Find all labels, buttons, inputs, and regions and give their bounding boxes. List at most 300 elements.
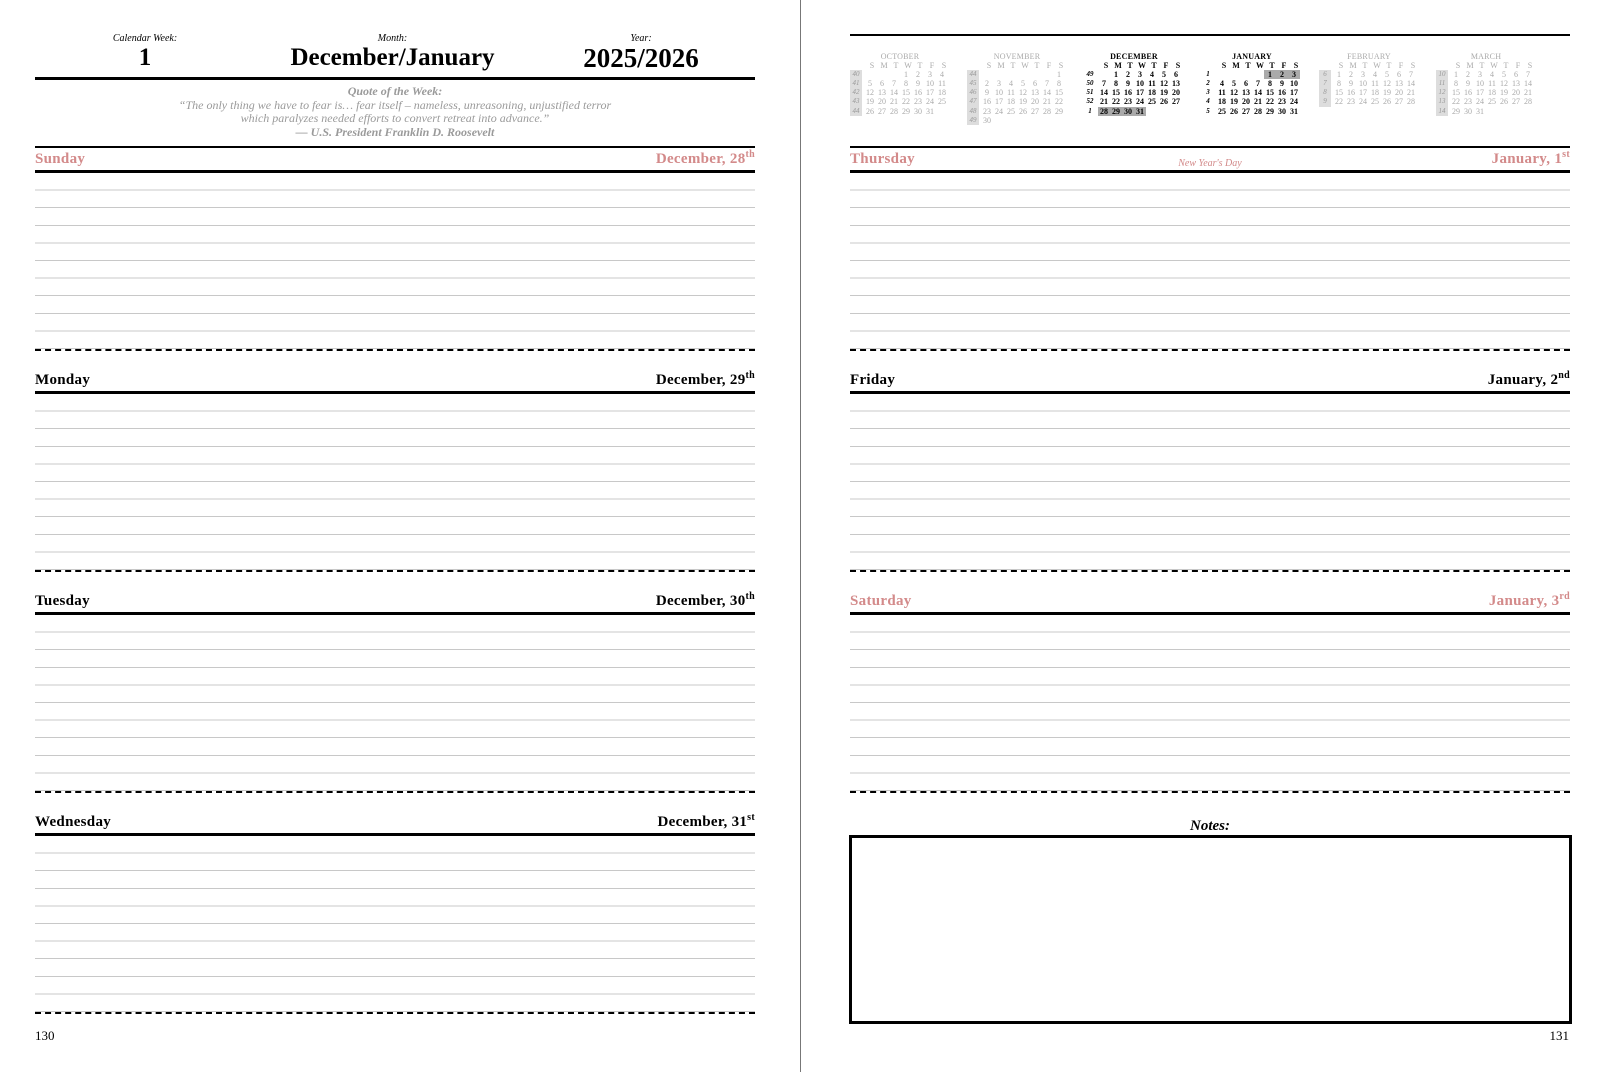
month <box>235 33 550 72</box>
mini-calendar-week-row <box>1436 70 1536 79</box>
mini-calendar-day: 21 <box>1043 97 1051 107</box>
mini-calendar-week-row <box>1319 79 1419 88</box>
quote-line-1: “The only thing we have to fear is… fear itself – nameless, unreasoning, unjustified terror <box>178 97 612 112</box>
page-number-right: 131 <box>1549 1028 1569 1043</box>
mini-calendar-day: 27 <box>878 106 886 116</box>
mini-calendar-day <box>1498 107 1510 116</box>
mini-calendar-day: 12 <box>1019 88 1027 98</box>
mini-calendar-march <box>1436 52 1536 116</box>
mini-calendar-weekdays: S M T W T F S <box>1221 61 1299 71</box>
mini-calendar-day: 1 <box>1057 70 1061 80</box>
mini-calendar-week-row <box>850 88 950 97</box>
mini-calendar-day: 28 <box>1254 106 1262 116</box>
mini-calendar-day: 14 <box>1407 79 1415 89</box>
mini-calendar-day: 13 <box>1172 79 1180 89</box>
mini-calendar-month-name: NOVEMBER <box>993 52 1041 61</box>
mini-calendar-day <box>1029 116 1041 125</box>
week-number: 46 <box>967 88 979 97</box>
mini-calendar-day: 22 <box>1266 97 1274 107</box>
mini-calendar-day: 31 <box>1290 106 1298 116</box>
mini-calendar-day: 22 <box>1112 97 1120 107</box>
mini-calendar-day: 3 <box>997 79 1001 89</box>
day-name: Tuesday <box>35 593 90 609</box>
writing-lines[interactable] <box>850 173 1570 349</box>
mini-calendar-day: 5 <box>1502 70 1506 80</box>
week-number: 12 <box>1436 88 1448 97</box>
week-number: 44 <box>967 70 979 79</box>
mini-calendar-week-row <box>1436 97 1536 106</box>
week-number: 10 <box>1436 70 1448 79</box>
mini-calendar-day: 31 <box>926 106 934 116</box>
mini-calendar-day <box>1017 70 1029 79</box>
holiday-label: New Year's Day <box>1178 158 1242 169</box>
mini-calendar-day: 3 <box>928 70 932 80</box>
mini-calendar-day: 19 <box>1160 88 1168 98</box>
mini-calendar-day: 12 <box>866 88 874 98</box>
mini-calendar-day: 18 <box>1218 97 1226 107</box>
mini-calendar-week-row <box>850 97 950 106</box>
mini-calendar-day: 19 <box>1383 88 1391 98</box>
mini-calendar-day <box>936 107 948 116</box>
mini-calendar-day: 31 <box>1136 106 1144 116</box>
mini-calendar-day: 6 <box>1514 70 1518 80</box>
mini-calendar-day: 24 <box>1476 97 1484 107</box>
mini-calendar-day: 7 <box>1102 79 1106 89</box>
mini-calendar-day: 26 <box>866 106 874 116</box>
mini-calendar-day: 27 <box>1031 106 1039 116</box>
right-page <box>801 0 1600 1072</box>
mini-calendar-day: 24 <box>1290 97 1298 107</box>
mini-calendar-day: 29 <box>1266 106 1274 116</box>
mini-calendar-day: 14 <box>1100 88 1108 98</box>
week-number: 7 <box>1319 79 1331 88</box>
mini-calendar-day <box>1170 107 1182 116</box>
mini-calendar-week-row <box>1202 88 1302 97</box>
day-name: Saturday <box>850 593 912 609</box>
day-separator <box>850 791 1570 793</box>
mini-calendar-day <box>981 70 993 79</box>
mini-calendar-day: 17 <box>1290 88 1298 98</box>
year-label: Year: <box>630 33 652 44</box>
mini-calendar-day <box>1252 70 1264 79</box>
year-value: 2025/2026 <box>583 43 699 73</box>
writing-lines[interactable] <box>35 394 755 570</box>
mini-calendar-january <box>1202 52 1302 116</box>
mini-calendar-day <box>1017 116 1029 125</box>
mini-calendar-day: 5 <box>1021 79 1025 89</box>
mini-calendar-day: 8 <box>904 79 908 89</box>
mini-calendar-day: 1 <box>1337 70 1341 80</box>
day-date: January, 3rd <box>1488 591 1570 609</box>
writing-lines[interactable] <box>35 836 755 1012</box>
mini-calendar-day: 26 <box>1160 97 1168 107</box>
mini-calendar-day: 19 <box>866 97 874 107</box>
day-separator <box>850 349 1570 351</box>
header-rule <box>35 77 755 80</box>
mini-calendar-day: 4 <box>1150 70 1154 80</box>
week-number: 52 <box>1086 97 1094 106</box>
mini-calendar-day: 14 <box>1254 88 1262 98</box>
day-date: January, 1st <box>1491 149 1570 167</box>
mini-calendar-day <box>1098 70 1110 79</box>
mini-calendar-day: 30 <box>1278 106 1286 116</box>
mini-calendar-day: 28 <box>1524 97 1532 107</box>
week-number: 42 <box>850 88 862 97</box>
mini-calendar-day: 3 <box>1288 70 1300 79</box>
mini-calendar-day: 18 <box>1007 97 1015 107</box>
mini-calendar-week-row <box>1202 70 1302 79</box>
mini-calendar-week-row <box>850 70 950 79</box>
mini-calendar-week-row <box>967 116 1067 125</box>
notes-box[interactable] <box>849 835 1572 1024</box>
mini-calendar-month-name: JANUARY <box>1232 52 1272 61</box>
week-number: 45 <box>967 79 979 88</box>
mini-calendar-day: 20 <box>1031 97 1039 107</box>
mini-calendar-week-row <box>967 70 1067 79</box>
mini-calendar-day: 21 <box>1524 88 1532 98</box>
mini-calendar-day: 4 <box>940 70 944 80</box>
writing-lines[interactable] <box>35 173 755 349</box>
mini-calendar-day: 27 <box>1512 97 1520 107</box>
year <box>560 33 722 72</box>
mini-calendar-day: 24 <box>926 97 934 107</box>
mini-calendar-day: 4 <box>1373 70 1377 80</box>
mini-calendar-day: 10 <box>1136 79 1144 89</box>
week-number: 3 <box>1206 88 1210 97</box>
mini-calendar-day: 20 <box>878 97 886 107</box>
mini-calendar-day: 17 <box>1476 88 1484 98</box>
mini-calendar-day: 7 <box>1526 70 1530 80</box>
mini-calendar-day: 1 <box>1264 70 1276 79</box>
week-number: 48 <box>967 107 979 116</box>
mini-calendar-day: 18 <box>1148 88 1156 98</box>
mini-calendar-day <box>1005 116 1017 125</box>
mini-calendar-day: 14 <box>1043 88 1051 98</box>
mini-calendar-day: 19 <box>1230 97 1238 107</box>
mini-calendar-day: 22 <box>902 97 910 107</box>
writing-lines[interactable] <box>850 615 1570 791</box>
notes-title: Notes: <box>1190 818 1230 834</box>
page-number-left: 130 <box>35 1028 55 1043</box>
day-name: Monday <box>35 372 91 388</box>
mini-calendar-day: 16 <box>1278 88 1286 98</box>
mini-calendar-day: 20 <box>1395 88 1403 98</box>
mini-calendar-week-row <box>967 107 1067 116</box>
mini-calendar-day: 9 <box>1349 79 1353 89</box>
mini-calendar-day: 30 <box>1464 106 1472 116</box>
mini-calendar-day: 11 <box>1488 79 1496 89</box>
mini-calendar-day: 21 <box>1100 97 1108 107</box>
mini-calendar-day: 26 <box>1019 106 1027 116</box>
mini-calendar-day: 8 <box>1337 79 1341 89</box>
day-date: January, 2nd <box>1487 370 1570 388</box>
quote-of-the-week <box>35 85 755 140</box>
mini-calendar-week-row <box>1436 79 1536 88</box>
mini-calendar-day: 12 <box>1230 88 1238 98</box>
mini-calendar-day: 1 <box>904 70 908 80</box>
mini-calendar-day: 12 <box>1500 79 1508 89</box>
mini-calendar-day: 3 <box>1138 70 1142 80</box>
quote-author: — U.S. President Franklin D. Roosevelt <box>295 125 495 140</box>
mini-calendar-day: 8 <box>1268 79 1272 89</box>
mini-calendar-week-row <box>1436 107 1536 116</box>
mini-calendar-day <box>1240 70 1252 79</box>
mini-calendar-day: 17 <box>926 88 934 98</box>
mini-calendar-day <box>1158 107 1170 116</box>
week-number: 2 <box>1206 79 1210 88</box>
mini-calendar-day: 15 <box>1055 88 1063 98</box>
week-number: 43 <box>850 97 862 106</box>
day-separator <box>35 1012 755 1014</box>
mini-calendar-weekdays: S M T W T F S <box>1338 61 1416 71</box>
calendar-week-label: Calendar Week: <box>112 33 178 44</box>
mini-calendar-day: 28 <box>1407 97 1415 107</box>
mini-calendar-day: 28 <box>1100 106 1108 116</box>
week-number: 9 <box>1319 97 1331 106</box>
week-number: 49 <box>967 116 979 125</box>
mini-calendar-day: 2 <box>1276 70 1288 79</box>
mini-calendar-day: 6 <box>1033 79 1037 89</box>
mini-calendar-day: 5 <box>1385 70 1389 80</box>
mini-calendar-day <box>1522 107 1534 116</box>
mini-calendar-day: 23 <box>1347 97 1355 107</box>
mini-calendar-day: 6 <box>880 79 884 89</box>
mini-calendar-day: 9 <box>1126 79 1130 89</box>
mini-calendar-day: 15 <box>902 88 910 98</box>
mini-calendar-week-row <box>1202 79 1302 88</box>
day-separator <box>35 791 755 793</box>
mini-calendar-day: 20 <box>1172 88 1180 98</box>
mini-calendar-day: 21 <box>1407 88 1415 98</box>
mini-calendar-day: 31 <box>1476 106 1484 116</box>
mini-calendar-bottom-rule <box>850 146 1570 148</box>
mini-calendar-day: 6 <box>1174 70 1178 80</box>
week-number: 1 <box>1206 70 1210 79</box>
mini-calendar-week-row <box>967 97 1067 106</box>
mini-calendar-day: 29 <box>1055 106 1063 116</box>
mini-calendar-day: 11 <box>1371 79 1379 89</box>
mini-calendar-day: 16 <box>1347 88 1355 98</box>
mini-calendar-day <box>1216 70 1228 79</box>
week-number: 41 <box>850 79 862 88</box>
mini-calendar-day: 26 <box>1230 106 1238 116</box>
mini-calendar-month-name: FEBRUARY <box>1347 52 1391 61</box>
mini-calendar-day: 21 <box>1254 97 1262 107</box>
mini-calendar-top-rule <box>850 34 1570 36</box>
mini-calendar-month-name: MARCH <box>1470 52 1502 61</box>
mini-calendar-day: 16 <box>914 88 922 98</box>
mini-calendar-day: 25 <box>1488 97 1496 107</box>
mini-calendar-day: 25 <box>1218 106 1226 116</box>
quote-title: Quote of the Week: <box>347 84 443 98</box>
mini-calendar-week-row <box>850 107 950 116</box>
mini-calendar-day: 2 <box>1126 70 1130 80</box>
mini-calendar-day: 7 <box>892 79 896 89</box>
mini-calendar-day: 8 <box>1057 79 1061 89</box>
week-number: 40 <box>850 70 862 79</box>
writing-lines[interactable] <box>35 615 755 791</box>
mini-calendar-day: 2 <box>1466 70 1470 80</box>
mini-calendar-day <box>876 70 888 79</box>
mini-calendar-day: 15 <box>1335 88 1343 98</box>
day-separator <box>35 570 755 572</box>
mini-calendar-day <box>1486 107 1498 116</box>
mini-calendar-day: 21 <box>890 97 898 107</box>
mini-calendar-day: 25 <box>938 97 946 107</box>
mini-calendar-day: 26 <box>1383 97 1391 107</box>
mini-calendar-day: 28 <box>1043 106 1051 116</box>
mini-calendar-day: 22 <box>1335 97 1343 107</box>
mini-calendar-week-row <box>967 88 1067 97</box>
mini-calendar-day: 5 <box>1232 79 1236 89</box>
mini-calendar-day <box>993 70 1005 79</box>
mini-calendar-day: 24 <box>1359 97 1367 107</box>
mini-calendar-december <box>1084 52 1184 116</box>
mini-calendar-day: 15 <box>1266 88 1274 98</box>
mini-calendar-week-row <box>850 79 950 88</box>
week-number: 49 <box>1086 70 1094 79</box>
mini-calendar-day <box>1005 70 1017 79</box>
day-date: December, 30th <box>655 591 755 609</box>
mini-calendar-day: 24 <box>1136 97 1144 107</box>
mini-calendar-week-row <box>1202 97 1302 106</box>
mini-calendar-day: 14 <box>890 88 898 98</box>
mini-calendar-day: 15 <box>1452 88 1460 98</box>
calendar-week-value: 1 <box>138 44 152 71</box>
mini-calendar-day: 15 <box>1112 88 1120 98</box>
calendar-week <box>85 33 205 72</box>
mini-calendar-day: 5 <box>1162 70 1166 80</box>
mini-calendar-day: 10 <box>995 88 1003 98</box>
day-date: December, 29th <box>655 370 755 388</box>
mini-calendar-day: 4 <box>1220 79 1224 89</box>
week-number: 51 <box>1086 88 1094 97</box>
mini-calendar-week-row <box>1084 70 1184 79</box>
mini-calendar-day: 10 <box>1290 79 1298 89</box>
mini-calendar-day: 17 <box>995 97 1003 107</box>
week-number: 8 <box>1319 88 1331 97</box>
mini-calendar-day: 30 <box>914 106 922 116</box>
week-number: 11 <box>1436 79 1448 88</box>
mini-calendar-day: 1 <box>1114 70 1118 80</box>
mini-calendar-weekdays: S M T W T F S <box>1103 61 1181 71</box>
mini-calendar-day: 10 <box>1476 79 1484 89</box>
day-name: Wednesday <box>35 814 112 830</box>
mini-calendar-week-row <box>1084 107 1184 116</box>
mini-calendar-day: 2 <box>916 70 920 80</box>
mini-calendar-day: 17 <box>1359 88 1367 98</box>
mini-calendar-day: 25 <box>1371 97 1379 107</box>
mini-calendar-day: 11 <box>1007 88 1015 98</box>
day-separator <box>850 570 1570 572</box>
mini-calendar-day: 14 <box>1524 79 1532 89</box>
mini-calendar-day <box>1053 116 1065 125</box>
mini-calendar-day: 23 <box>1278 97 1286 107</box>
mini-calendar-february <box>1319 52 1419 107</box>
mini-calendar-week-row <box>1084 88 1184 97</box>
mini-calendar-day: 9 <box>916 79 920 89</box>
mini-calendar-day: 13 <box>1512 79 1520 89</box>
mini-calendar-day: 29 <box>1452 106 1460 116</box>
mini-calendar-day: 1 <box>1454 70 1458 80</box>
mini-calendar-day: 18 <box>938 88 946 98</box>
month-label: Month: <box>377 33 408 44</box>
mini-calendar-day: 3 <box>1361 70 1365 80</box>
mini-calendar-day: 13 <box>1395 79 1403 89</box>
mini-calendar-day: 27 <box>1172 97 1180 107</box>
mini-calendar-day: 3 <box>1478 70 1482 80</box>
mini-calendar-weekdays: S M T W T F S <box>986 61 1064 71</box>
mini-calendar-day: 16 <box>1464 88 1472 98</box>
writing-lines[interactable] <box>850 394 1570 570</box>
mini-calendar-day <box>888 70 900 79</box>
day-date: December, 28th <box>655 149 755 167</box>
mini-calendar-day: 2 <box>985 79 989 89</box>
mini-calendar-day: 9 <box>1280 79 1284 89</box>
mini-calendar-day: 29 <box>1112 106 1120 116</box>
mini-calendar-day: 7 <box>1256 79 1260 89</box>
mini-calendar-day: 18 <box>1371 88 1379 98</box>
mini-calendar-day: 27 <box>1242 106 1250 116</box>
mini-calendar-day: 20 <box>1242 97 1250 107</box>
mini-calendar-day: 19 <box>1500 88 1508 98</box>
mini-calendar-day: 26 <box>1500 97 1508 107</box>
mini-calendar-day: 30 <box>983 115 991 125</box>
mini-calendar-day: 16 <box>983 97 991 107</box>
month-value: December/January <box>290 44 495 71</box>
day-name: Sunday <box>35 151 86 167</box>
mini-calendar-week-row <box>1084 79 1184 88</box>
mini-calendar-day: 22 <box>1452 97 1460 107</box>
mini-calendar-month-name: OCTOBER <box>880 52 920 61</box>
mini-calendar-day: 7 <box>1409 70 1413 80</box>
mini-calendar-day: 8 <box>1114 79 1118 89</box>
mini-calendar-day: 6 <box>1397 70 1401 80</box>
week-number: 47 <box>967 97 979 106</box>
week-number: 44 <box>850 107 862 116</box>
mini-calendar-october <box>850 52 950 116</box>
mini-calendar-day: 23 <box>914 97 922 107</box>
week-number: 50 <box>1086 79 1094 88</box>
mini-calendar-day: 4 <box>1009 79 1013 89</box>
mini-calendar-weekdays: S M T W T F S <box>869 61 947 71</box>
mini-calendar-day: 11 <box>1148 79 1156 89</box>
mini-calendar-day: 23 <box>1464 97 1472 107</box>
mini-calendar-week-row <box>1319 88 1419 97</box>
mini-calendar-week-row <box>967 79 1067 88</box>
mini-calendar-day: 11 <box>1218 88 1226 98</box>
week-number: 14 <box>1436 107 1448 116</box>
mini-calendar-day: 13 <box>878 88 886 98</box>
mini-calendar-day: 24 <box>995 106 1003 116</box>
mini-calendar-day: 9 <box>1466 79 1470 89</box>
mini-calendar-day <box>1029 70 1041 79</box>
mini-calendar-day: 25 <box>1148 97 1156 107</box>
week-number: 4 <box>1206 97 1210 106</box>
mini-calendar-day: 5 <box>868 79 872 89</box>
mini-calendar-day: 6 <box>1244 79 1248 89</box>
mini-calendar-day: 8 <box>1454 79 1458 89</box>
mini-calendar-day: 16 <box>1124 88 1132 98</box>
mini-calendar-day: 29 <box>902 106 910 116</box>
mini-calendar-day: 23 <box>983 106 991 116</box>
mini-calendar-day: 9 <box>985 88 989 98</box>
mini-calendar-week-row <box>1319 97 1419 106</box>
mini-calendar-day <box>864 70 876 79</box>
mini-calendar-day: 25 <box>1007 106 1015 116</box>
week-number: 1 <box>1088 106 1092 115</box>
mini-calendar-week-row <box>1436 88 1536 97</box>
